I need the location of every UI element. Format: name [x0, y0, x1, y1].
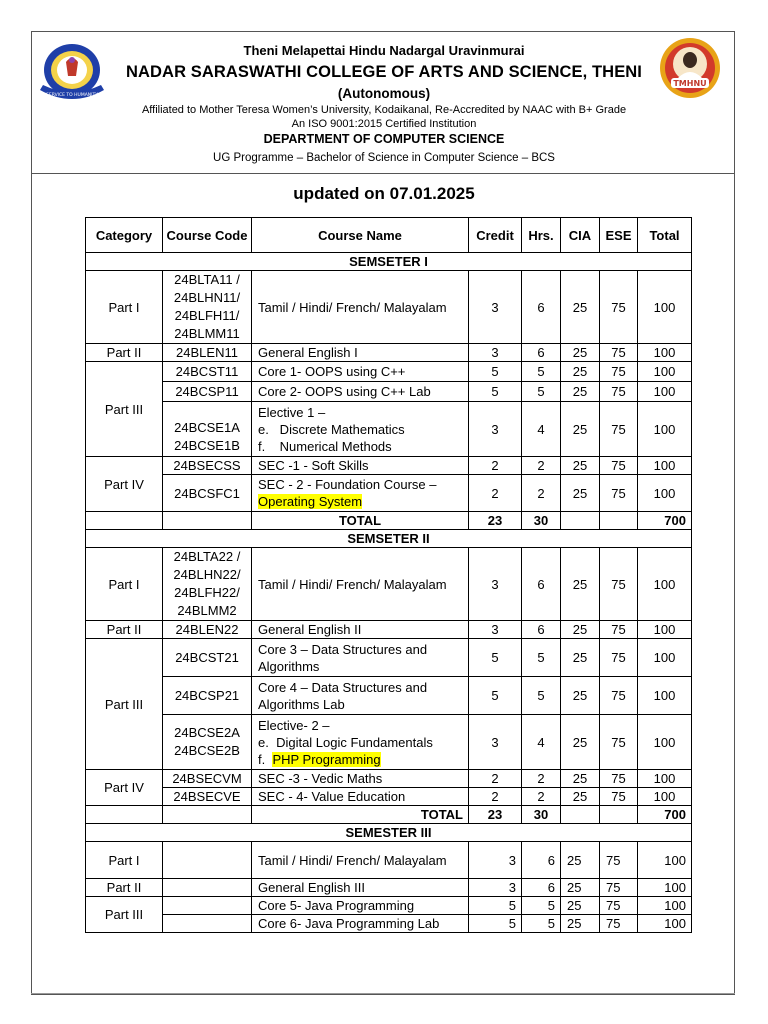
- hrs-cell: 6: [522, 621, 561, 639]
- table-row: [86, 842, 692, 879]
- table-row: [86, 402, 692, 457]
- cia-cell: 25: [561, 548, 600, 621]
- course-name-cell: Core 5- Java Programming: [252, 897, 469, 915]
- course-name-cell: Core 6- Java Programming Lab: [252, 915, 469, 933]
- table-row: [86, 362, 692, 382]
- credit-cell: 5: [469, 362, 522, 382]
- code-cell: [163, 915, 252, 933]
- hrs-cell: 5: [522, 362, 561, 382]
- code-cell: 24BCSP11: [163, 382, 252, 402]
- ese-cell: 75: [600, 362, 638, 382]
- hrs-cell: 6: [522, 344, 561, 362]
- cia-cell: 25: [561, 788, 600, 806]
- hrs-cell: 5: [522, 897, 561, 915]
- category-cell: Part II: [86, 621, 163, 639]
- category-cell: Part II: [86, 879, 163, 897]
- total-cell: 100: [638, 915, 692, 933]
- course-table: [85, 217, 692, 933]
- table-row: [86, 457, 692, 475]
- credit-cell: 3: [469, 402, 522, 457]
- table-row: [86, 621, 692, 639]
- total-cell: 100: [638, 402, 692, 457]
- course-name-cell: General English I: [252, 344, 469, 362]
- credit-cell: 5: [469, 639, 522, 677]
- total-label: TOTAL: [252, 512, 469, 530]
- ese-cell: 75: [600, 897, 638, 915]
- cia-cell: 25: [561, 879, 600, 897]
- total-label: TOTAL: [252, 806, 469, 824]
- credit-cell: 2: [469, 457, 522, 475]
- total-cell: 100: [638, 362, 692, 382]
- table-row: [86, 879, 692, 897]
- cia-cell: 25: [561, 715, 600, 770]
- table-row: [86, 475, 692, 512]
- course-name-cell: Core 4 – Data Structures and Algorithms Lab: [252, 677, 469, 715]
- ese-cell: 75: [600, 788, 638, 806]
- table-row: [86, 639, 692, 677]
- total-hrs: 30: [522, 806, 561, 824]
- cia-cell: 25: [561, 271, 600, 344]
- code-cell: 24BCSP21: [163, 677, 252, 715]
- course-name-cell: Tamil / Hindi/ French/ Malayalam: [252, 842, 469, 879]
- ese-cell: 75: [600, 382, 638, 402]
- total-cell: 100: [638, 639, 692, 677]
- code-cell: [163, 879, 252, 897]
- autonomous-label: (Autonomous): [337, 86, 431, 101]
- table-row: [86, 788, 692, 806]
- col-total: Total: [638, 218, 692, 253]
- programme-name: UG Programme – Bachelor of Science in Computer Science – BCS: [213, 152, 555, 164]
- credit-cell: 3: [469, 621, 522, 639]
- hrs-cell: 6: [522, 548, 561, 621]
- semester-title: SEMESTER III: [86, 824, 692, 842]
- ese-cell: 75: [600, 915, 638, 933]
- hrs-cell: 6: [522, 879, 561, 897]
- code-cell: 24BCSE2A 24BCSE2B: [163, 715, 252, 770]
- hrs-cell: 6: [522, 271, 561, 344]
- highlighted-course: Operating System: [258, 494, 363, 509]
- code-cell: 24BCSE1A 24BCSE1B: [163, 402, 252, 457]
- category-cell: Part I: [86, 842, 163, 879]
- hrs-cell: 4: [522, 402, 561, 457]
- total-hrs: 30: [522, 512, 561, 530]
- total-cell: 100: [638, 457, 692, 475]
- hrs-cell: 5: [522, 677, 561, 715]
- course-name-cell: Core 2- OOPS using C++ Lab: [252, 382, 469, 402]
- total-cell: 100: [638, 621, 692, 639]
- cia-cell: 25: [561, 457, 600, 475]
- iso-text: An ISO 9001:2015 Certified Institution: [291, 118, 477, 130]
- credit-cell: 3: [469, 842, 522, 879]
- cia-cell: 25: [561, 842, 600, 879]
- table-row: [86, 344, 692, 362]
- course-name-cell: Elective- 2 – e. Digital Logic Fundamentals f. PHP Programming: [252, 715, 469, 770]
- credit-cell: 2: [469, 770, 522, 788]
- course-name-cell: SEC -3 - Vedic Maths: [252, 770, 469, 788]
- cia-cell: 25: [561, 677, 600, 715]
- total-marks: 700: [638, 512, 692, 530]
- total-cell: 100: [638, 475, 692, 512]
- total-cell: 100: [638, 715, 692, 770]
- hrs-cell: 4: [522, 715, 561, 770]
- table-header-row: [86, 218, 692, 253]
- hrs-cell: 5: [522, 639, 561, 677]
- updated-date: updated on 07.01.2025: [293, 184, 475, 203]
- ese-cell: 75: [600, 677, 638, 715]
- hrs-cell: 6: [522, 842, 561, 879]
- semester-row: [86, 253, 692, 271]
- trust-name: Theni Melapettai Hindu Nadargal Uravinmurai: [243, 43, 525, 58]
- hrs-cell: 2: [522, 770, 561, 788]
- total-cell: 100: [638, 897, 692, 915]
- code-cell: 24BSECSS: [163, 457, 252, 475]
- credit-cell: 5: [469, 382, 522, 402]
- course-name-cell: General English III: [252, 879, 469, 897]
- semester-row: [86, 824, 692, 842]
- svg-text:SERVICE TO HUMANITY: SERVICE TO HUMANITY: [46, 93, 98, 98]
- cia-cell: 25: [561, 402, 600, 457]
- credit-cell: 5: [469, 897, 522, 915]
- course-name-cell: Tamil / Hindi/ French/ Malayalam: [252, 271, 469, 344]
- table-row: [86, 897, 692, 915]
- code-cell: [163, 842, 252, 879]
- col-ese: ESE: [600, 218, 638, 253]
- ese-cell: 75: [600, 457, 638, 475]
- category-cell: Part I: [86, 271, 163, 344]
- table-row: [86, 548, 692, 621]
- ese-cell: 75: [600, 475, 638, 512]
- total-cell: 100: [638, 344, 692, 362]
- hrs-cell: 2: [522, 475, 561, 512]
- code-cell: 24BLTA11 / 24BLHN11/ 24BLFH11/ 24BLMM11: [163, 271, 252, 344]
- credit-cell: 5: [469, 915, 522, 933]
- col-course-code: Course Code: [163, 218, 252, 253]
- course-name-cell: General English II: [252, 621, 469, 639]
- hrs-cell: 5: [522, 915, 561, 933]
- cia-cell: 25: [561, 639, 600, 677]
- col-course-name: Course Name: [252, 218, 469, 253]
- ese-cell: 75: [600, 715, 638, 770]
- table-row: [86, 382, 692, 402]
- hrs-cell: 2: [522, 457, 561, 475]
- hrs-cell: 5: [522, 382, 561, 402]
- cia-cell: 25: [561, 897, 600, 915]
- total-cell: 100: [638, 879, 692, 897]
- total-cell: 100: [638, 677, 692, 715]
- course-name-cell: Core 3 – Data Structures and Algorithms: [252, 639, 469, 677]
- cia-cell: 25: [561, 382, 600, 402]
- total-cell: 100: [638, 842, 692, 879]
- code-cell: 24BCST21: [163, 639, 252, 677]
- course-name-cell: SEC - 2 - Foundation Course – Operating System: [252, 475, 469, 512]
- department-name: DEPARTMENT OF COMPUTER SCIENCE: [263, 132, 505, 146]
- category-cell: Part III: [86, 897, 163, 933]
- col-category: Category: [86, 218, 163, 253]
- credit-cell: 2: [469, 475, 522, 512]
- credit-cell: 2: [469, 788, 522, 806]
- ese-cell: 75: [600, 770, 638, 788]
- affiliation-text: Affiliated to Mother Teresa Women’s University, Kodaikanal, Re-Accredited by NAAC with B+ Grade: [141, 104, 627, 116]
- total-credit: 23: [469, 806, 522, 824]
- table-row: [86, 915, 692, 933]
- col-credit: Credit: [469, 218, 522, 253]
- college-name: NADAR SARASWATHI COLLEGE OF ARTS AND SCIENCE, THENI: [126, 63, 642, 81]
- page-border-bottom: [31, 993, 735, 994]
- ese-cell: 75: [600, 639, 638, 677]
- ese-cell: 75: [600, 344, 638, 362]
- total-marks: 700: [638, 806, 692, 824]
- col-hrs: Hrs.: [522, 218, 561, 253]
- credit-cell: 3: [469, 548, 522, 621]
- table-row: [86, 677, 692, 715]
- cia-cell: 25: [561, 344, 600, 362]
- total-cell: 100: [638, 548, 692, 621]
- category-cell: Part I: [86, 548, 163, 621]
- cia-cell: 25: [561, 475, 600, 512]
- category-cell: Part III: [86, 362, 163, 457]
- code-cell: 24BSECVE: [163, 788, 252, 806]
- code-cell: 24BSECVM: [163, 770, 252, 788]
- table-row: [86, 715, 692, 770]
- course-name-cell: SEC -1 - Soft Skills: [252, 457, 469, 475]
- code-cell: 24BCSFC1: [163, 475, 252, 512]
- ese-cell: 75: [600, 621, 638, 639]
- total-cell: 100: [638, 788, 692, 806]
- ese-cell: 75: [600, 548, 638, 621]
- credit-cell: 3: [469, 879, 522, 897]
- code-cell: [163, 897, 252, 915]
- category-cell: Part III: [86, 639, 163, 770]
- hrs-cell: 2: [522, 788, 561, 806]
- cia-cell: 25: [561, 915, 600, 933]
- code-cell: 24BCST11: [163, 362, 252, 382]
- category-cell: Part II: [86, 344, 163, 362]
- ese-cell: 75: [600, 842, 638, 879]
- highlighted-course: PHP Programming: [272, 751, 381, 767]
- course-name-cell: Tamil / Hindi/ French/ Malayalam: [252, 548, 469, 621]
- total-row: [86, 512, 692, 530]
- course-name-cell: Core 1- OOPS using C++: [252, 362, 469, 382]
- credit-cell: 3: [469, 271, 522, 344]
- ese-cell: 75: [600, 879, 638, 897]
- table-row: [86, 770, 692, 788]
- svg-text:TMHNU: TMHNU: [673, 79, 707, 88]
- course-name-cell: Elective 1 – e. Discrete Mathematics f. Numerical Methods: [252, 402, 469, 457]
- col-cia: CIA: [561, 218, 600, 253]
- header-divider: [31, 173, 735, 174]
- semester-title: SEMSETER II: [86, 530, 692, 548]
- ese-cell: 75: [600, 271, 638, 344]
- total-cell: 100: [638, 382, 692, 402]
- semester-row: [86, 530, 692, 548]
- code-cell: 24BLEN22: [163, 621, 252, 639]
- credit-cell: 3: [469, 344, 522, 362]
- code-cell: 24BLEN11: [163, 344, 252, 362]
- category-cell: Part IV: [86, 770, 163, 806]
- ese-cell: 75: [600, 402, 638, 457]
- total-row: [86, 806, 692, 824]
- credit-cell: 3: [469, 715, 522, 770]
- cia-cell: 25: [561, 362, 600, 382]
- category-cell: Part IV: [86, 457, 163, 512]
- credit-cell: 5: [469, 677, 522, 715]
- course-name-cell: SEC - 4- Value Education: [252, 788, 469, 806]
- cia-cell: 25: [561, 770, 600, 788]
- table-row: [86, 271, 692, 344]
- semester-title: SEMSETER I: [86, 253, 692, 271]
- total-credit: 23: [469, 512, 522, 530]
- total-cell: 100: [638, 271, 692, 344]
- cia-cell: 25: [561, 621, 600, 639]
- total-cell: 100: [638, 770, 692, 788]
- code-cell: 24BLTA22 / 24BLHN22/ 24BLFH22/ 24BLMM2: [163, 548, 252, 621]
